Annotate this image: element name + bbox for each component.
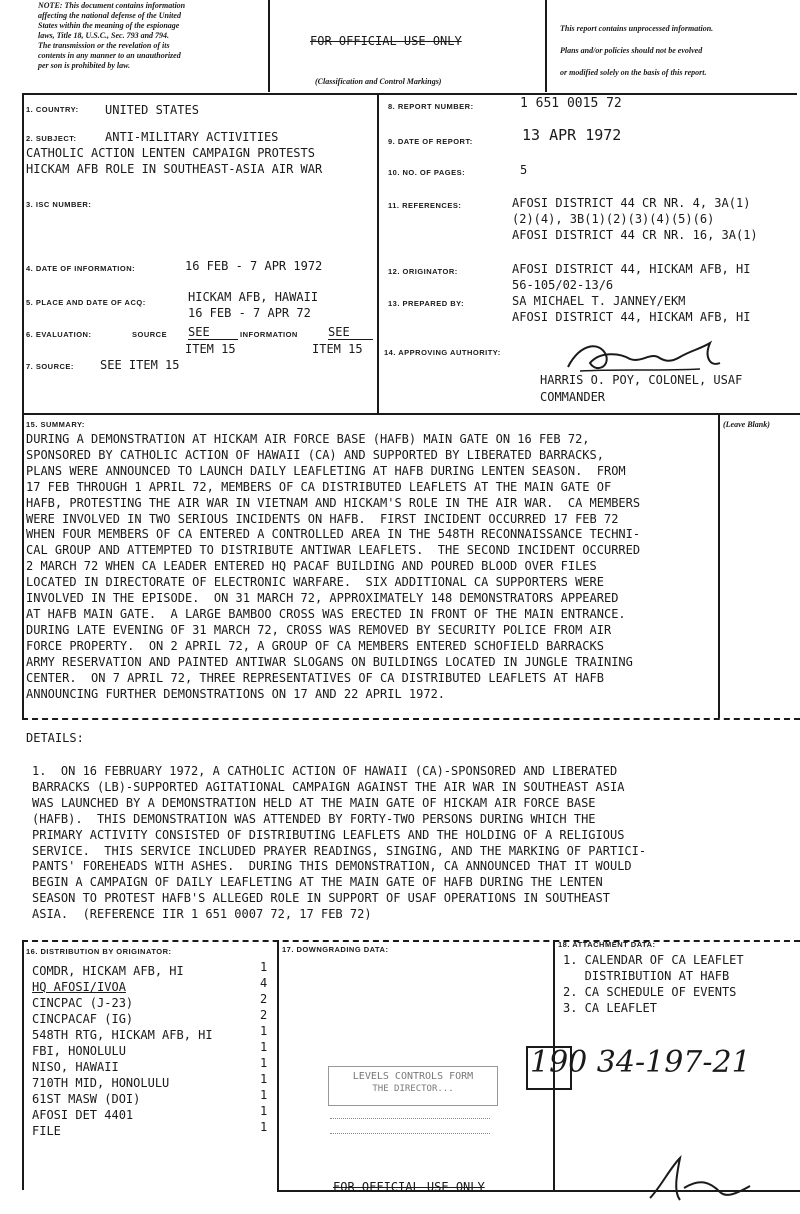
reference-line: AFOSI DISTRICT 44 CR NR. 16, 3A(1) — [512, 228, 758, 242]
distribution-count: 1 — [260, 1088, 268, 1102]
date-of-report-label: 9. DATE OF REPORT: — [388, 137, 473, 146]
distribution-name: CINCPACAF (IG) — [32, 1012, 134, 1026]
unprocessed-notice — [560, 18, 800, 84]
evaluation-label: 6. EVALUATION: — [26, 330, 92, 339]
place-label: 5. PLACE AND DATE OF ACQ: — [26, 298, 146, 307]
country-value: UNITED STATES — [105, 103, 199, 117]
notice-line: Plans and/or policies should not be evolved — [560, 46, 703, 55]
subject-label: 2. SUBJECT: — [26, 134, 77, 143]
summary-line: 2 MARCH 72 WHEN CA LEADER ENTERED HQ PACAF BUILDING AND POURED BLOOD OVER FILES — [26, 559, 597, 574]
notice-line: laws, Title 18, U.S.C., Sec. 793 and 794. — [38, 31, 170, 40]
eval-info-label: INFORMATION — [240, 330, 298, 339]
distribution-name: FBI, HONOLULU — [32, 1044, 126, 1058]
approving-line: HARRIS O. POY, COLONEL, USAF — [540, 373, 743, 387]
details-line: SEASON TO PROTEST HAFB'S ALLEGED ROLE IN SUPPORT OF USAF OPERATIONS IN SOUTHEAST — [32, 891, 610, 906]
stamp-smudge — [330, 1118, 490, 1134]
summary-line: HAFB, PROTESTING THE AIR WAR IN VIETNAM AND HICKAM'S ROLE IN THE AIR WAR. CA MEMBERS — [26, 495, 641, 510]
fields-middle-divider — [377, 93, 379, 413]
report-number-label: 8. REPORT NUMBER: — [388, 102, 474, 111]
prepared-by-line: SA MICHAEL T. JANNEY/EKM — [512, 294, 686, 308]
notice-line: affecting the national defense of the United — [38, 11, 181, 20]
summary-line: DURING A DEMONSTRATION AT HICKAM AIR FORCE BASE (HAFB) MAIN GATE ON 16 FEB 72, — [26, 432, 590, 446]
place-line: 16 FEB - 7 APR 72 — [188, 306, 311, 320]
attachment-item: DISTRIBUTION AT HAFB — [563, 969, 730, 983]
summary-line: ARMY RESERVATION AND PAINTED ANTIWAR SLOGANS ON BUILDINGS LOCATED IN JUNGLE TRAINING — [26, 654, 633, 669]
details-heading: DETAILS: — [26, 731, 84, 745]
classification-bottom: FOR OFFICIAL USE ONLY — [333, 1180, 485, 1194]
summary-line: SPONSORED BY CATHOLIC ACTION OF HAWAII (CA) AND SUPPORTED BY LIBERATED BARRACKS, — [26, 447, 604, 462]
pages-label: 10. NO. OF PAGES: — [388, 168, 466, 177]
attachments-list — [563, 952, 744, 1016]
approving-line: COMMANDER — [540, 390, 606, 404]
distribution-name: AFOSI DET 4401 — [32, 1108, 134, 1122]
leave-blank-label: (Leave Blank) — [723, 420, 770, 429]
details-line: 1. ON 16 FEBRUARY 1972, A CATHOLIC ACTION OF HAWAII (CA)-SPONSORED AND LIBERATED — [32, 764, 618, 778]
downgrading-stamp — [328, 1066, 498, 1106]
distribution-row — [32, 1104, 274, 1120]
header-divider-right — [545, 0, 547, 92]
header-bottom-border — [22, 93, 797, 95]
bottom-blocks-top-border — [22, 940, 800, 942]
originator-line: 56-105/02-13/6 — [512, 278, 614, 292]
source-label: 7. SOURCE: — [26, 362, 74, 371]
prepared-by-line: AFOSI DISTRICT 44, HICKAM AFB, HI — [512, 310, 751, 324]
details-line: (HAFB). THIS DEMONSTRATION WAS ATTENDED BY FORTY-TWO PERSONS DURING WHICH THE — [32, 811, 596, 826]
details-text — [32, 764, 646, 923]
summary-line: CENTER. ON 7 APRIL 72, THREE REPRESENTATIVES OF CA DISTRIBUTED LEAFLETS AT HAFB — [26, 670, 604, 685]
stamp-line: THE DIRECTOR... — [372, 1084, 454, 1094]
subject-line: HICKAM AFB ROLE IN SOUTHEAST-ASIA AIR WAR — [26, 162, 323, 176]
distribution-count: 1 — [260, 1120, 268, 1134]
notice-line: or modified solely on the basis of this report. — [560, 68, 707, 77]
summary-line: WHEN FOUR MEMBERS OF CA ENTERED A CONTROLLED AREA IN THE 548TH RECONNAISSANCE TECHNI- — [26, 527, 641, 542]
summary-right-divider — [718, 413, 720, 718]
classification-caption: (Classification and Control Markings) — [315, 77, 442, 86]
summary-top-border — [22, 413, 800, 415]
distribution-count: 1 — [260, 1104, 268, 1118]
summary-line: FORCE PROPERTY. ON 2 APRIL 72, A GROUP OF CA MEMBERS ENTERED SCHOFIELD BARRACKS — [26, 638, 604, 653]
attachment-item: 3. CA LEAFLET — [563, 1001, 657, 1015]
distribution-count: 1 — [260, 960, 268, 974]
eval-source-value: SEE — [188, 325, 238, 340]
distribution-list — [32, 960, 274, 1136]
distribution-name: COMDR, HICKAM AFB, HI — [32, 964, 184, 978]
distribution-name: 61ST MASW (DOI) — [32, 1092, 141, 1106]
details-line: PRIMARY ACTIVITY CONSISTED OF DISTRIBUTING LEAFLETS AND THE HOLDING OF A RELIGIOUS — [32, 827, 625, 842]
distribution-count: 4 — [260, 976, 268, 990]
doi-label: 4. DATE OF INFORMATION: — [26, 264, 136, 273]
distribution-name: 548TH RTG, HICKAM AFB, HI — [32, 1028, 213, 1042]
distribution-name: 710TH MID, HONOLULU — [32, 1076, 170, 1090]
doi-value: 16 FEB - 7 APR 1972 — [185, 259, 323, 273]
distribution-count: 1 — [260, 1040, 268, 1054]
distribution-label: 16. DISTRIBUTION BY ORIGINATOR: — [26, 947, 172, 956]
originator-line: AFOSI DISTRICT 44, HICKAM AFB, HI — [512, 262, 751, 276]
prepared-by-label: 13. PREPARED BY: — [388, 299, 465, 308]
distribution-name: FILE — [32, 1124, 61, 1138]
references-label: 11. REFERENCES: — [388, 201, 462, 210]
eval-source-label: SOURCE — [132, 330, 168, 339]
eval-info-item: ITEM 15 — [312, 342, 363, 356]
country-label: 1. COUNTRY: — [26, 105, 79, 114]
attachments-label: 18. ATTACHMENT DATA: — [558, 940, 656, 949]
handwritten-file-number: 190 34-197-21 — [530, 1045, 751, 1080]
reference-line: AFOSI DISTRICT 44 CR NR. 4, 3A(1) — [512, 196, 751, 210]
subject-line: CATHOLIC ACTION LENTEN CAMPAIGN PROTESTS — [26, 146, 315, 160]
isc-label: 3. ISC NUMBER: — [26, 200, 92, 209]
distribution-name: HQ AFOSI/IVOA — [32, 980, 126, 994]
distribution-row — [32, 1088, 274, 1104]
distribution-row — [32, 960, 274, 976]
bottom-left-border — [22, 940, 24, 1190]
notice-line: per son is prohibited by law. — [38, 61, 131, 70]
distribution-row — [32, 976, 274, 992]
eval-source-item: ITEM 15 — [185, 342, 236, 356]
summary-line: CAL GROUP AND ATTEMPTED TO DISTRIBUTE ANTIWAR LEAFLETS. THE SECOND INCIDENT OCCURRED — [26, 543, 641, 558]
summary-line: DURING LATE EVENING OF 31 MARCH 72, CROSS WAS REMOVED BY SECURITY POLICE FROM AIR — [26, 622, 612, 637]
summary-line: 17 FEB THROUGH 1 APRIL 72, MEMBERS OF CA DISTRIBUTED LEAFLETS AT THE MAIN GATE OF — [26, 479, 612, 494]
distribution-row — [32, 1008, 274, 1024]
distribution-row — [32, 1120, 274, 1136]
attachment-item: 2. CA SCHEDULE OF EVENTS — [563, 985, 737, 999]
summary-label: 15. SUMMARY: — [26, 420, 85, 429]
fields-left-border — [22, 93, 24, 413]
details-line: PANTS' FOREHEADS WITH ASHES. DURING THIS DEMONSTRATION, CA ANNOUNCED THAT IT WOULD — [32, 859, 632, 874]
notice-line: contents in any manner to an unauthorized — [38, 51, 181, 60]
notice-line: The transmission or the revelation of its — [38, 41, 170, 50]
notice-line: NOTE: This document contains information — [38, 1, 186, 10]
summary-line: LOCATED IN DIRECTORATE OF ELECTRONIC WARFARE. SIX ADDITIONAL CA SUPPORTERS WERE — [26, 575, 604, 590]
approving-authority-label: 14. APPROVING AUTHORITY: — [384, 348, 501, 357]
summary-line: WERE INVOLVED IN TWO SERIOUS INCIDENTS ON HAFB. FIRST INCIDENT OCCURRED 17 FEB 72 — [26, 511, 619, 526]
stamp-line: LEVELS CONTROLS FORM — [352, 1071, 474, 1082]
handwritten-initials — [640, 1148, 760, 1208]
classification-top: FOR OFFICIAL USE ONLY — [310, 34, 462, 48]
distribution-count: 1 — [260, 1056, 268, 1070]
details-line: BARRACKS (LB)-SUPPORTED AGITATIONAL CAMPAIGN AGAINST THE AIR WAR IN SOUTHEAST ASIA — [32, 779, 625, 794]
distribution-row — [32, 992, 274, 1008]
summary-line: ANNOUNCING FURTHER DEMONSTRATIONS ON 17 AND 22 APRIL 1972. — [26, 686, 446, 701]
subject-line: ANTI-MILITARY ACTIVITIES — [105, 130, 279, 144]
originator-label: 12. ORIGINATOR: — [388, 267, 458, 276]
source-value: SEE ITEM 15 — [100, 358, 180, 372]
details-line: WAS LAUNCHED BY A DEMONSTRATION HELD AT THE MAIN GATE OF HICKAM AIR FORCE BASE — [32, 795, 596, 810]
summary-line: AT HAFB MAIN GATE. A LARGE BAMBOO CROSS WAS ERECTED IN FRONT OF THE MAIN ENTRANCE. — [26, 606, 626, 621]
summary-line: PLANS WERE ANNOUNCED TO LAUNCH DAILY LEAFLETING AT HAFB DURING LENTEN SEASON. FROM — [26, 463, 626, 478]
details-line: BEGIN A CAMPAIGN OF DAILY LEAFLETING AT THE MAIN GATE OF HAFB DURING THE LENTEN — [32, 875, 603, 890]
distribution-count: 2 — [260, 1008, 268, 1022]
distribution-row — [32, 1024, 274, 1040]
espionage-notice — [38, 1, 268, 71]
distribution-count: 1 — [260, 1072, 268, 1086]
distribution-name: CINCPAC (J-23) — [32, 996, 134, 1010]
distribution-count: 1 — [260, 1024, 268, 1038]
report-number-value: 1 651 0015 72 — [520, 96, 622, 111]
notice-line: States within the meaning of the espionage — [38, 21, 180, 30]
eval-info-value: SEE — [328, 325, 373, 340]
date-of-report-value: 13 APR 1972 — [522, 126, 622, 144]
summary-line: INVOLVED IN THE EPISODE. ON 31 MARCH 72, APPROXIMATELY 148 DEMONSTRATORS APPEARED — [26, 591, 619, 606]
summary-left-border — [22, 413, 24, 718]
pages-value: 5 — [520, 163, 528, 177]
distribution-count: 2 — [260, 992, 268, 1006]
handwritten-box — [526, 1046, 572, 1090]
distribution-row — [32, 1056, 274, 1072]
details-line: SERVICE. THIS SERVICE INCLUDED PRAYER READINGS, SINGING, AND THE MARKING OF PARTICI- — [32, 843, 647, 858]
summary-bottom-border — [22, 718, 800, 720]
header-divider-left — [268, 0, 270, 92]
bottom-divider-1 — [277, 940, 279, 1190]
distribution-row — [32, 1040, 274, 1056]
distribution-name: NISO, HAWAII — [32, 1060, 119, 1074]
summary-text — [26, 432, 640, 702]
details-line: ASIA. (REFERENCE IIR 1 651 0007 72, 17 FEB 72) — [32, 907, 372, 922]
attachment-item: 1. CALENDAR OF CA LEAFLET — [563, 953, 744, 967]
downgrading-label: 17. DOWNGRADING DATA: — [282, 945, 389, 954]
reference-line: (2)(4), 3B(1)(2)(3)(4)(5)(6) — [512, 212, 715, 226]
distribution-row — [32, 1072, 274, 1088]
place-line: HICKAM AFB, HAWAII — [188, 290, 319, 304]
notice-line: This report contains unprocessed information. — [560, 24, 714, 33]
